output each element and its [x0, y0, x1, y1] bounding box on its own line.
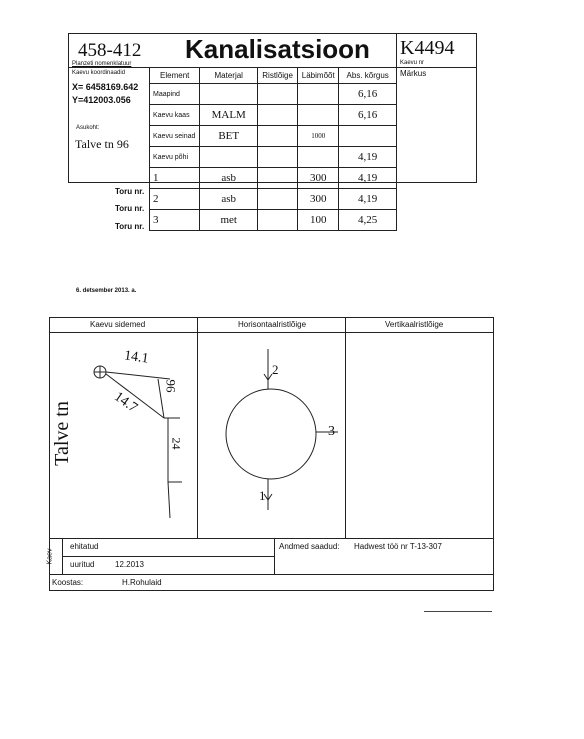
row-element: Kaevu seinad [150, 126, 200, 147]
row-diameter [298, 147, 339, 168]
row-material: MALM [200, 105, 258, 126]
table-row [150, 105, 397, 126]
pipe-row [150, 210, 397, 231]
pipe-row [150, 168, 397, 189]
col-material: Materjal [200, 68, 258, 84]
well-number-label: Kaevu nr [400, 60, 425, 66]
pipe-diameter: 300 [298, 189, 339, 210]
sketch-note-2: 14.7 [111, 389, 140, 416]
kaev-label: Kaev [46, 548, 54, 565]
sketch-divider-2 [345, 317, 346, 539]
page-title: Kanalisatsioon [185, 34, 370, 64]
pipe-no: 1 [150, 168, 200, 189]
compiled-label: Koostas: [52, 578, 84, 587]
surveyed-label: uuritud [70, 560, 95, 569]
date-line: 6. detsember 2013. a. [76, 288, 137, 294]
section-connections-title: Kaevu sidemed [90, 320, 146, 329]
row-height: 4,19 [339, 147, 397, 168]
pipe-height: 4,25 [339, 210, 397, 231]
col-element: Element [150, 68, 200, 84]
coords-label: Kaevu koordinaadid [72, 70, 126, 76]
pipe-3-label: 3 [328, 424, 335, 439]
pipe-label: Toru nr. [115, 222, 145, 231]
surveyed-value: 12.2013 [115, 560, 144, 569]
pipe-no: 3 [150, 210, 200, 231]
table-row [150, 126, 397, 147]
row-diameter [298, 105, 339, 126]
remarks-label: Märkus [400, 69, 427, 78]
col-diameter: Läbimõõt [298, 68, 339, 84]
sketch-note-3: 96 [163, 379, 179, 393]
location-label: Asukoht: [76, 125, 100, 131]
pipe-label: Toru nr. [115, 187, 145, 196]
pipe-2-label: 2 [272, 362, 279, 377]
row-diameter: 1000 [298, 126, 339, 147]
pipe-label: Toru nr. [115, 204, 145, 213]
coord-x: X= 6458169.642 [72, 82, 139, 92]
footer-line-2 [62, 556, 274, 557]
pipe-material: met [200, 210, 258, 231]
sketch-note-4: 24 [169, 437, 184, 450]
sketch-street-label: Talve tn [50, 401, 73, 466]
row-element: Maapind [150, 84, 200, 105]
row-cross [258, 126, 298, 147]
sketch-header-line [49, 332, 494, 333]
row-diameter [298, 84, 339, 105]
pipe-diameter: 100 [298, 210, 339, 231]
pipe-material: asb [200, 168, 258, 189]
section-horizontal-title: Horisontaalristlõige [238, 320, 307, 329]
row-height: 6,16 [339, 84, 397, 105]
row-cross [258, 147, 298, 168]
col-height: Abs. kõrgus [339, 68, 397, 84]
pipe-material: asb [200, 189, 258, 210]
horizontal-section-sketch [198, 334, 344, 538]
section-vertical-title: Vertikaalristlõige [385, 320, 444, 329]
nomenclature-label: Planzeti nomenklatuur [72, 61, 132, 67]
pipe-diameter: 300 [298, 168, 339, 189]
sketch-note-1: 14.1 [123, 348, 150, 367]
col-cross: Ristlõige [258, 68, 298, 84]
pipe-row [150, 189, 397, 210]
footer-line-1 [49, 538, 494, 539]
footer-line-4 [49, 590, 494, 591]
footer-vert-1 [62, 538, 63, 574]
pipe-height: 4,19 [339, 189, 397, 210]
row-cross [258, 84, 298, 105]
row-element: Kaevu põhi [150, 147, 200, 168]
nomenclature-number: 458-412 [78, 40, 142, 61]
row-material: BET [200, 126, 258, 147]
pipe-no: 2 [150, 189, 200, 210]
row-height [339, 126, 397, 147]
well-table [149, 67, 397, 231]
row-element: Kaevu kaas [150, 105, 200, 126]
footer-line-3 [49, 574, 494, 575]
footer-vert-right [493, 538, 494, 590]
table-row [150, 147, 397, 168]
data-from-value: Hadwest töö nr T-13-307 [354, 542, 442, 551]
data-from-label: Andmed saadud: [279, 542, 340, 551]
location-value: Talve tn 96 [75, 137, 129, 151]
row-cross [258, 105, 298, 126]
row-material [200, 84, 258, 105]
row-material [200, 147, 258, 168]
pipe-height: 4,19 [339, 168, 397, 189]
pipe-1-label: 1 [259, 488, 266, 503]
compiled-value: H.Rohulaid [122, 578, 162, 587]
built-label: ehitatud [70, 542, 99, 551]
signature-line [424, 611, 492, 612]
row-height: 6,16 [339, 105, 397, 126]
footer-vert-2 [274, 538, 275, 574]
coord-y: Y=412003.056 [72, 95, 131, 105]
table-row [150, 84, 397, 105]
well-number: K4494 [400, 37, 455, 59]
